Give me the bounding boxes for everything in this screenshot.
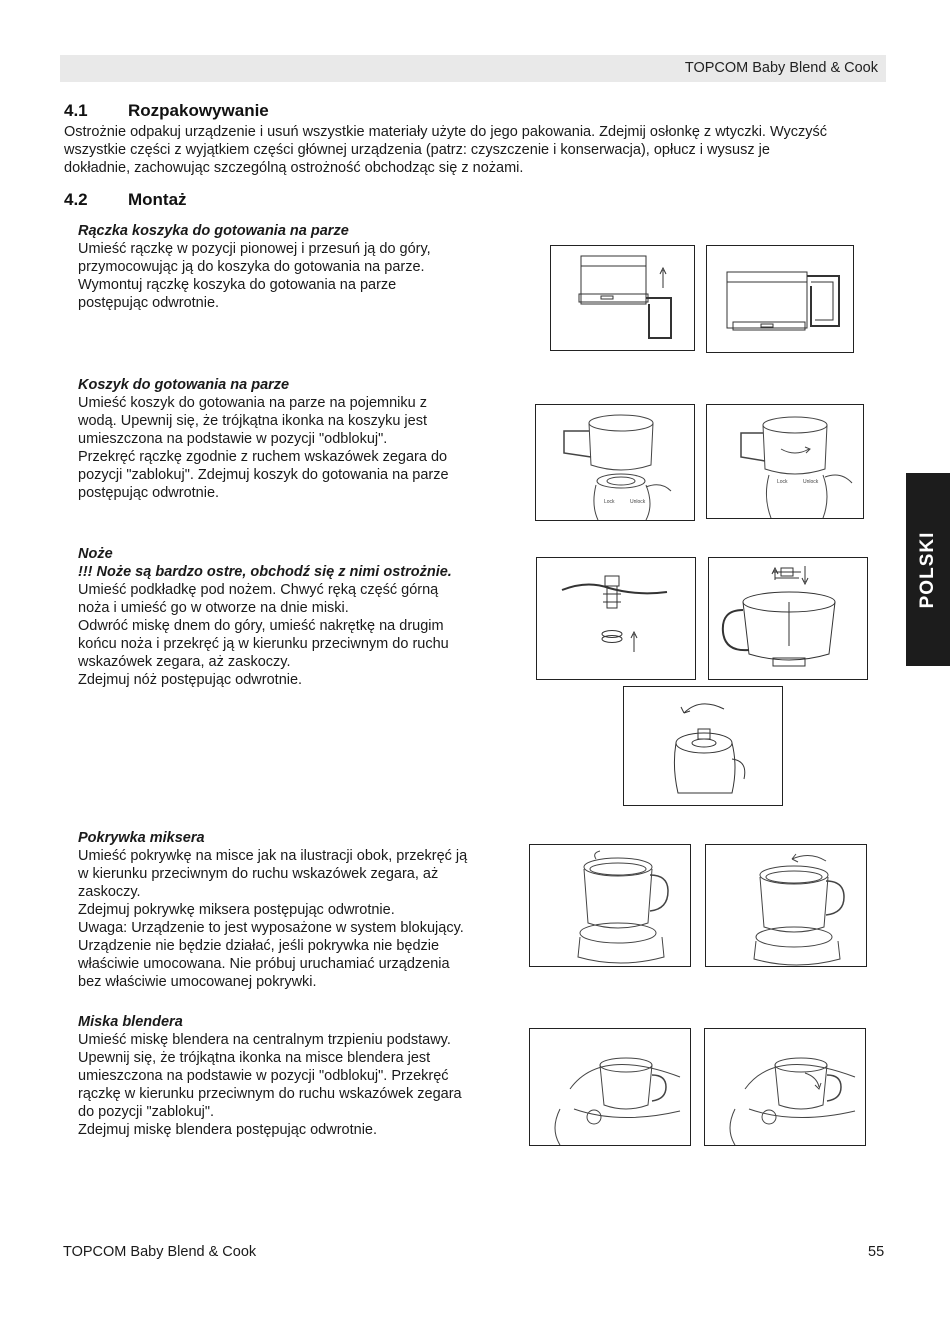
paragraph-line: Uwaga: Urządzenie to jest wyposażone w system blokujący. bbox=[78, 920, 464, 936]
mixer-lid-illustration bbox=[530, 845, 690, 966]
header-bar bbox=[60, 55, 886, 82]
paragraph-line: Przekręć rączkę zgodnie z ruchem wskazówek zegara do bbox=[78, 449, 448, 465]
section-number: 4.1 bbox=[64, 101, 88, 120]
paragraph-line: Zdejmuj nóż postępując odwrotnie. bbox=[78, 672, 303, 688]
subsection-title: Miska blendera bbox=[78, 1014, 183, 1030]
paragraph-line: Umieść rączkę w pozycji pionowej i przesuń ją do góry, bbox=[78, 241, 431, 257]
paragraph-line: umieszczona na podstawie w pozycji "odblokuj". bbox=[78, 431, 388, 447]
paragraph-line: przymocowując ją do koszyka do gotowania na parze. bbox=[78, 259, 425, 275]
paragraph-line: Wymontuj rączkę koszyka do gotowania na parze bbox=[78, 277, 397, 293]
paragraph-line: rączkę w kierunku przeciwnym do ruchu wskazówek zegara bbox=[78, 1086, 462, 1102]
knife-in-bowl-illustration bbox=[709, 558, 867, 679]
basket-figure-1 bbox=[535, 404, 695, 521]
language-tab-label: POLSKI bbox=[917, 531, 938, 608]
paragraph-line: wskazówek zegara, aż zaskoczy. bbox=[78, 654, 291, 670]
subsection-title: Noże bbox=[78, 546, 113, 562]
paragraph-line: noża i umieść go w otworze na dnie miski. bbox=[78, 600, 349, 616]
paragraph-line: końcu noża i przekręć ją w kierunku przeciwnym do ruchu bbox=[78, 636, 449, 652]
header-title: TOPCOM Baby Blend & Cook bbox=[684, 60, 878, 76]
blender-bowl-figure-2 bbox=[704, 1028, 866, 1146]
lock-label: Lock bbox=[604, 499, 615, 505]
paragraph-line: do pozycji "zablokuj". bbox=[78, 1104, 215, 1120]
knives-instructions bbox=[78, 545, 452, 689]
lock-label: Lock bbox=[777, 479, 788, 485]
basket-instructions bbox=[78, 376, 449, 502]
unlock-label: Unlock bbox=[803, 479, 819, 485]
blender-bowl-locked-illustration bbox=[705, 1029, 865, 1145]
lid-instructions bbox=[78, 829, 467, 991]
paragraph-line: postępując odwrotnie. bbox=[78, 485, 220, 501]
paragraph-line: w kierunku przeciwnym do ruchu wskazówek zegara, aż bbox=[78, 866, 439, 882]
knife-nut-illustration bbox=[624, 687, 782, 805]
footer-title: TOPCOM Baby Blend & Cook bbox=[63, 1244, 257, 1260]
steam-basket-locked-illustration bbox=[707, 405, 863, 518]
paragraph-line: Umieść podkładkę pod nożem. Chwyć ręką część górną bbox=[78, 582, 439, 598]
paragraph-line: Urządzenie nie będzie działać, jeśli pokrywka nie będzie bbox=[78, 938, 440, 954]
language-tab bbox=[906, 473, 950, 666]
section-title: Montaż bbox=[128, 190, 187, 209]
steam-basket-illustration bbox=[536, 405, 694, 520]
paragraph-line: pozycji "zablokuj". Zdejmuj koszyk do gotowania na parze bbox=[78, 467, 449, 483]
handle-figure-2 bbox=[706, 245, 854, 353]
paragraph-line: Ostrożnie odpakuj urządzenie i usuń wszystkie materiały użyte do jego pakowania. Zdejmij osłonkę z wtyczki. Wyczyść bbox=[64, 124, 828, 140]
paragraph-line: Odwróć miskę dnem do góry, umieść nakrętkę na drugim bbox=[78, 618, 444, 634]
handle-instructions bbox=[78, 222, 431, 312]
knife-figure-3 bbox=[623, 686, 783, 806]
basket-handle-attached-illustration bbox=[707, 246, 853, 352]
knife-figure-1 bbox=[536, 557, 696, 680]
subsection-title: Rączka koszyka do gotowania na parze bbox=[78, 223, 349, 239]
blender-bowl-illustration bbox=[530, 1029, 690, 1145]
section-4-2-heading bbox=[64, 190, 187, 210]
paragraph-line: właściwie umocowana. Nie próbuj uruchamiać urządzenia bbox=[78, 956, 450, 972]
knives-warning: !!! Noże są bardzo ostre, obchodź się z nimi ostrożnie. bbox=[78, 564, 452, 580]
section-4-1-heading bbox=[64, 101, 269, 121]
paragraph-line: Umieść koszyk do gotowania na parze na pojemniku z bbox=[78, 395, 427, 411]
page-number: 55 bbox=[868, 1244, 885, 1260]
section-title: Rozpakowywanie bbox=[128, 101, 269, 120]
paragraph-line: umieszczona na podstawie w pozycji "odblokuj". Przekręć bbox=[78, 1068, 449, 1084]
subsection-title: Pokrywka miksera bbox=[78, 830, 205, 846]
knife-blade-illustration bbox=[537, 558, 695, 679]
paragraph-line: dokładnie, zachowując szczególną ostrożność obchodząc się z nożami. bbox=[64, 160, 524, 176]
blender-bowl-instructions bbox=[78, 1013, 462, 1139]
paragraph-line: Zdejmuj pokrywkę miksera postępując odwrotnie. bbox=[78, 902, 395, 918]
paragraph-line: Umieść pokrywkę na misce jak na ilustracji obok, przekręć ją bbox=[78, 848, 468, 864]
paragraph-line: zaskoczy. bbox=[78, 884, 141, 900]
subsection-title: Koszyk do gotowania na parze bbox=[78, 377, 290, 393]
paragraph-line: wszystkie części z wyjątkiem części głównej urządzenia (patrz: czyszczenie i konserwacja), opłucz i wysusz je bbox=[64, 142, 770, 158]
lid-figure-1 bbox=[529, 844, 691, 967]
paragraph-line: bez właściwie umocowanej pokrywki. bbox=[78, 974, 317, 990]
paragraph-line: postępując odwrotnie. bbox=[78, 295, 220, 311]
lid-figure-2 bbox=[705, 844, 867, 967]
unlock-label: Unlock bbox=[630, 499, 646, 505]
section-4-1-body bbox=[64, 123, 899, 177]
paragraph-line: wodą. Upewnij się, że trójkątna ikonka na koszyku jest bbox=[78, 413, 427, 429]
paragraph-line: Umieść miskę blendera na centralnym trzpieniu podstawy. bbox=[78, 1032, 451, 1048]
section-number: 4.2 bbox=[64, 190, 88, 209]
knife-figure-2 bbox=[708, 557, 868, 680]
mixer-lid-locked-illustration bbox=[706, 845, 866, 966]
basket-figure-2 bbox=[706, 404, 864, 519]
blender-bowl-figure-1 bbox=[529, 1028, 691, 1146]
handle-figure-1 bbox=[550, 245, 695, 351]
paragraph-line: Upewnij się, że trójkątna ikonka na misce blendera jest bbox=[78, 1050, 431, 1066]
basket-handle-illustration bbox=[551, 246, 694, 350]
paragraph-line: Zdejmuj miskę blendera postępując odwrotnie. bbox=[78, 1122, 378, 1138]
